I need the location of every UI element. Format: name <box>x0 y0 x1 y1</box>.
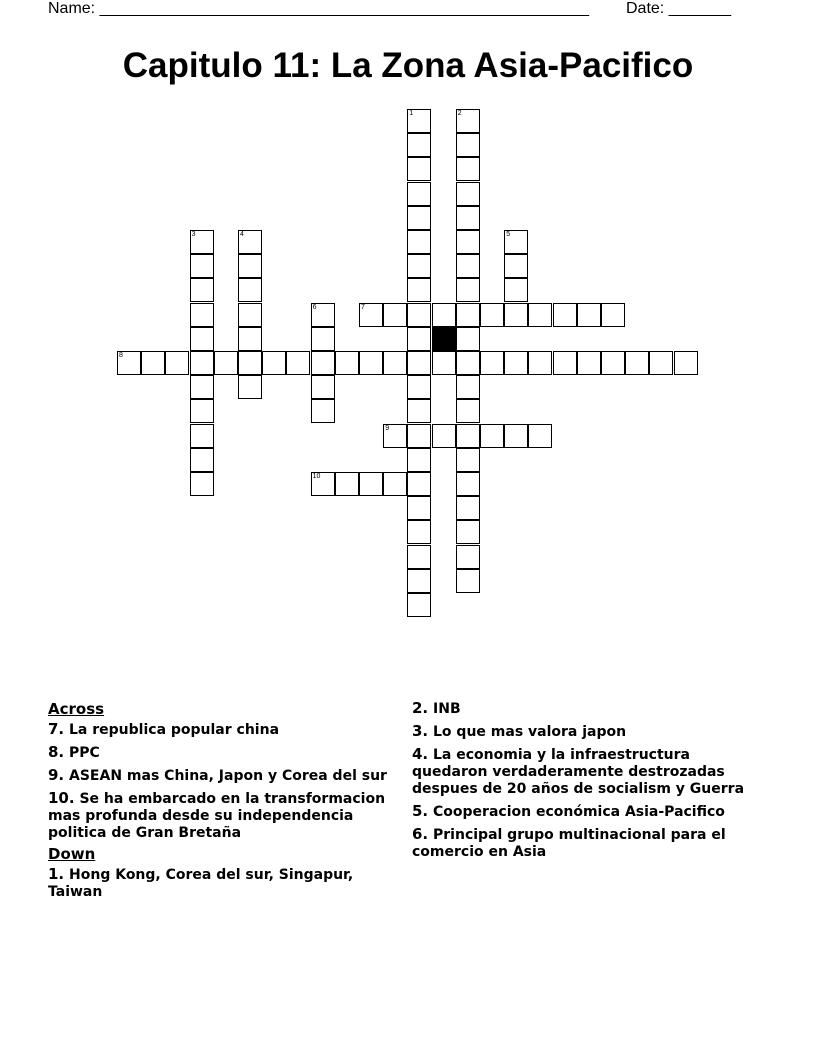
name-field[interactable]: Name: _______________________________________________________ <box>48 0 589 17</box>
clue-across-10: 10. Se ha embarcado en la transformacion mas profunda desde su independencia politica de Gran Bretaña <box>48 789 386 841</box>
clue-down-1: 1. Hong Kong, Corea del sur, Singapur, Taiwan <box>48 865 354 900</box>
clue-number: 8 <box>119 352 123 359</box>
grid-cell[interactable] <box>504 351 528 375</box>
grid-cell[interactable] <box>456 278 480 302</box>
grid-cell[interactable] <box>407 569 431 593</box>
grid-cell[interactable] <box>311 303 335 327</box>
grid-cell[interactable] <box>335 472 359 496</box>
grid-cell[interactable] <box>407 303 431 327</box>
grid-cell[interactable] <box>407 278 431 302</box>
grid-cell[interactable] <box>383 424 407 448</box>
grid-cell[interactable] <box>190 375 214 399</box>
clue-number: 2 <box>457 110 462 117</box>
grid-cell[interactable] <box>480 351 504 375</box>
grid-cell[interactable] <box>190 448 214 472</box>
grid-cell[interactable] <box>190 303 214 327</box>
grid-cell[interactable] <box>407 472 431 496</box>
grid-cell[interactable] <box>407 254 431 278</box>
grid-cell[interactable] <box>456 569 480 593</box>
grid-cell[interactable] <box>456 327 480 351</box>
grid-cell[interactable] <box>407 520 431 544</box>
grid-cell[interactable] <box>407 448 431 472</box>
grid-cell[interactable] <box>456 496 480 520</box>
grid-cell[interactable] <box>407 496 431 520</box>
grid-cell[interactable] <box>311 327 335 351</box>
grid-cell[interactable] <box>480 424 504 448</box>
grid-cell[interactable] <box>238 230 262 254</box>
clue-across-7: 7. La republica popular china <box>48 720 280 738</box>
clue-down-2: 2. INB <box>412 699 461 717</box>
grid-cell[interactable] <box>407 593 431 617</box>
grid-cell[interactable] <box>577 351 601 375</box>
grid-cell[interactable] <box>311 351 335 375</box>
grid-cell[interactable] <box>456 520 480 544</box>
grid-cell[interactable] <box>407 206 431 230</box>
grid-cell[interactable] <box>311 472 335 496</box>
grid-cell[interactable] <box>432 424 456 448</box>
grid-cell[interactable] <box>238 278 262 302</box>
clue-number: 9 <box>385 424 390 432</box>
clue-number: 6 <box>312 303 317 311</box>
grid-cell[interactable] <box>238 327 262 351</box>
grid-cell[interactable] <box>504 278 528 302</box>
grid-cell[interactable] <box>190 327 214 351</box>
clue-down-3: 3. Lo que mas valora japon <box>412 722 627 740</box>
grid-cell[interactable] <box>456 230 480 254</box>
clues-right-column <box>412 700 757 866</box>
grid-cell[interactable] <box>456 375 480 399</box>
grid-cell[interactable] <box>359 303 383 327</box>
grid-cell[interactable] <box>311 399 335 423</box>
grid-cell[interactable] <box>407 545 431 569</box>
grid-cell[interactable] <box>407 230 431 254</box>
grid-cell[interactable] <box>528 424 552 448</box>
grid-cell[interactable] <box>674 351 698 375</box>
grid-cell[interactable] <box>432 303 456 327</box>
grid-cell[interactable] <box>190 351 214 375</box>
grid-cell[interactable] <box>165 351 189 375</box>
page-title: Capitulo 11: La Zona Asia-Pacifico <box>122 46 694 85</box>
grid-cell[interactable] <box>407 133 431 157</box>
grid-cell[interactable] <box>359 472 383 496</box>
grid-cell[interactable] <box>601 303 625 327</box>
clue-across-8: 8. PPC <box>48 743 100 761</box>
grid-cell[interactable] <box>456 133 480 157</box>
grid-cell[interactable] <box>407 424 431 448</box>
grid-cell[interactable] <box>238 351 262 375</box>
grid-cell[interactable] <box>383 472 407 496</box>
grid-cell[interactable] <box>407 182 431 206</box>
grid-cell[interactable] <box>456 157 480 181</box>
grid-cell[interactable] <box>625 351 649 375</box>
clue-number: 1 <box>409 110 414 117</box>
grid-cell[interactable] <box>456 303 480 327</box>
grid-cell[interactable] <box>456 351 480 375</box>
grid-cell[interactable] <box>601 351 625 375</box>
grid-cell[interactable] <box>504 424 528 448</box>
clue-number: 4 <box>240 231 244 238</box>
grid-cell[interactable] <box>262 351 286 375</box>
grid-cell[interactable] <box>190 472 214 496</box>
grid-cell[interactable] <box>335 351 359 375</box>
grid-cell[interactable] <box>456 545 480 569</box>
grid-cell[interactable] <box>407 327 431 351</box>
grid-cell[interactable] <box>238 254 262 278</box>
grid-cell[interactable] <box>456 448 480 472</box>
grid-cell[interactable] <box>383 351 407 375</box>
grid-cell[interactable] <box>577 303 601 327</box>
grid-cell[interactable] <box>480 303 504 327</box>
grid-cell[interactable] <box>456 109 480 133</box>
clue-number: 7 <box>361 303 365 311</box>
grid-cell[interactable] <box>553 351 577 375</box>
grid-cell[interactable] <box>528 303 552 327</box>
grid-cell[interactable] <box>456 472 480 496</box>
grid-cell[interactable] <box>214 351 238 375</box>
grid-cell[interactable] <box>141 351 165 375</box>
grid-cell[interactable] <box>190 399 214 423</box>
grid-cell[interactable] <box>456 424 480 448</box>
grid-cell[interactable] <box>528 351 552 375</box>
grid-cell[interactable] <box>117 351 141 375</box>
black-cell <box>432 327 456 351</box>
clue-number: 5 <box>506 231 511 238</box>
grid-cell[interactable] <box>383 303 407 327</box>
grid-cell[interactable] <box>190 254 214 278</box>
grid-cell[interactable] <box>311 375 335 399</box>
clue-down-5: 5. Cooperacion económica Asia-Pacifico <box>412 802 725 820</box>
clue-list <box>48 700 768 1000</box>
grid-cell[interactable] <box>407 375 431 399</box>
grid-cell[interactable] <box>190 424 214 448</box>
grid-cell[interactable] <box>504 230 528 254</box>
grid-cell[interactable] <box>407 157 431 181</box>
grid-cell[interactable] <box>238 375 262 399</box>
grid-cell[interactable] <box>432 351 456 375</box>
grid-cell[interactable] <box>407 109 431 133</box>
clue-number: 10 <box>312 473 321 480</box>
grid-cell[interactable] <box>456 182 480 206</box>
down-heading: Down <box>48 845 96 863</box>
grid-cell[interactable] <box>359 351 383 375</box>
date-field[interactable]: Date: _______ <box>626 0 731 17</box>
clue-down-6: 6. Principal grupo multinacional para el comercio en Asia <box>412 825 726 860</box>
clue-across-9: 9. ASEAN mas China, Japon y Corea del sur <box>48 766 387 784</box>
grid-cell[interactable] <box>238 303 262 327</box>
grid-cell[interactable] <box>407 351 431 375</box>
grid-cell[interactable] <box>649 351 673 375</box>
grid-cell[interactable] <box>407 399 431 423</box>
grid-cell[interactable] <box>504 303 528 327</box>
grid-cell[interactable] <box>456 399 480 423</box>
grid-cell[interactable] <box>456 206 480 230</box>
grid-cell[interactable] <box>553 303 577 327</box>
grid-cell[interactable] <box>456 254 480 278</box>
across-heading: Across <box>48 700 105 718</box>
grid-cell[interactable] <box>286 351 310 375</box>
grid-cell[interactable] <box>190 230 214 254</box>
grid-cell[interactable] <box>190 278 214 302</box>
clue-down-4: 4. La economia y la infraestructura quedaron verdaderamente destrozadas despues de 20 años de socialism y Guerra <box>412 745 745 797</box>
clue-number: 3 <box>191 231 196 238</box>
grid-cell[interactable] <box>504 254 528 278</box>
clues-left-column <box>48 700 393 906</box>
